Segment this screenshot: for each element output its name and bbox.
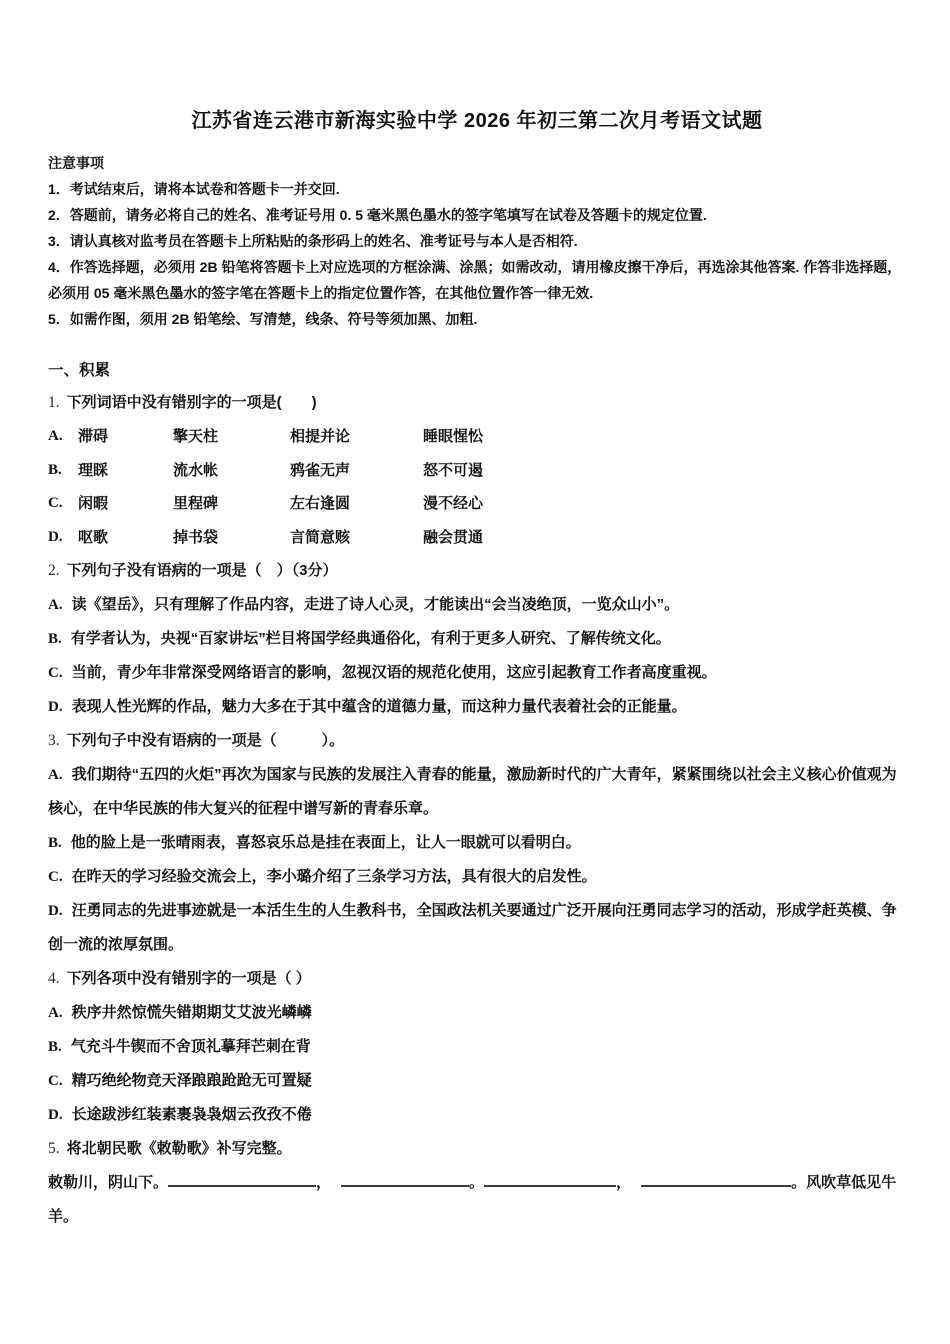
option-text: 当前，青少年非常深受网络语言的影响，忽视汉语的规范化使用，这应引起教育工作者高度重视。 [71, 664, 717, 681]
question-stem [48, 1132, 906, 1166]
question-stem-text: 下列句子没有语病的一项是（ ）（3分） [66, 562, 338, 579]
option [48, 656, 906, 690]
fill-suffix: 风吹草低见牛羊。 [48, 1174, 897, 1225]
option-text: 秩序井然惊慌失错期期艾艾波光嶙嶙 [71, 1004, 312, 1021]
option [48, 894, 906, 962]
questions-area [48, 386, 906, 1234]
option [48, 1030, 906, 1064]
option-label: C. [48, 665, 63, 681]
option [48, 1098, 906, 1132]
question-1 [48, 386, 906, 554]
option-label: C. [48, 1073, 63, 1089]
option-word: 相提并论 [290, 428, 351, 445]
option-word: 滞碍 [78, 428, 109, 445]
question-stem-text: 下列词语中没有错别字的一项是( ) [66, 394, 317, 411]
option [48, 758, 906, 826]
question-number: 4. [48, 970, 60, 987]
question-3 [48, 724, 906, 962]
option [48, 996, 906, 1030]
fill-in-line [48, 1166, 906, 1234]
option-text: 我们期待“五四的火炬”再次为国家与民族的发展注入青春的能量，激励新时代的广大青年，紧紧围绕以社会主义核心价值观为核心，在中华民族的伟大复兴的征程中谱写新的青春乐章。 [48, 766, 897, 817]
option-label: B. [48, 1039, 62, 1055]
fill-separator: ， [316, 1174, 332, 1191]
notice-item: 5．如需作图，须用 2B 铅笔绘、写清楚，线条、符号等须加黑、加粗. [48, 311, 478, 327]
notice-section [48, 150, 906, 332]
notice-item: 3．请认真核对监考员在答题卡上所粘贴的条形码上的姓名、准考证号与本人是否相符. [48, 233, 578, 249]
question-5 [48, 1132, 906, 1234]
option-word: 左右逢圆 [290, 495, 351, 512]
option-label: B. [48, 461, 62, 478]
question-number: 2. [48, 562, 60, 579]
option-label: D. [48, 1107, 63, 1123]
question-2 [48, 554, 906, 724]
answer-blank [168, 1174, 316, 1187]
document-title: 江苏省连云港市新海实验中学 2026 年初三第二次月考语文试题 [191, 110, 763, 132]
option-row [48, 521, 906, 555]
option-text: 表现人性光辉的作品，魅力大多在于其中蕴含的道德力量，而这种力量代表着社会的正能量。 [71, 698, 687, 715]
option-row [48, 487, 906, 521]
option-word: 掉书袋 [173, 528, 219, 546]
option-word: 流水帐 [173, 461, 219, 479]
option-word: 理睬 [78, 461, 109, 479]
option [48, 826, 906, 860]
option [48, 860, 906, 894]
question-stem [48, 724, 906, 758]
option-word: 闲暇 [78, 495, 109, 512]
notice-item: 2．答题前，请务必将自己的姓名、准考证号用 0. 5 毫米黑色墨水的签字笔填写在试卷及答题卡的规定位置. [48, 207, 707, 223]
option-word: 呕歌 [78, 528, 109, 546]
question-number: 3. [48, 732, 60, 749]
option-label: B. [48, 631, 62, 647]
option-label: C. [48, 869, 63, 885]
option-word: 睡眼惺忪 [423, 428, 484, 445]
question-number: 5. [48, 1140, 60, 1157]
option-word: 怒不可遏 [423, 461, 484, 479]
option-label: B. [48, 835, 62, 851]
option-row [48, 420, 906, 454]
fill-separator: 。 [791, 1174, 807, 1191]
option [48, 690, 906, 724]
option-word: 融会贯通 [423, 528, 484, 546]
option-text: 他的脸上是一张晴雨表，喜怒哀乐总是挂在表面上，让人一眼就可以看明白。 [70, 834, 581, 851]
fill-prefix: 敕勒川，阴山下。 [48, 1174, 169, 1191]
option-word: 擎天柱 [173, 428, 219, 445]
notice-item: 4．作答选择题，必须用 2B 铅笔将答题卡上对应选项的方框涂满、涂黑；如需改动，请用橡皮擦干净后，再选涂其他答案. 作答非选择题，必须用 05 毫米黑色墨水的签字笔在答题卡上的指定位置作答，在其他位置作答一律无效. [48, 259, 902, 301]
option [48, 622, 906, 656]
question-4 [48, 962, 906, 1132]
question-stem [48, 962, 906, 996]
notice-heading: 注意事项 [48, 155, 104, 171]
option-text: 有学者认为，央视“百家讲坛”栏目将国学经典通俗化，有利于更多人研究、了解传统文化。 [70, 630, 671, 647]
option-label: A. [48, 597, 63, 613]
question-stem-text: 下列各项中没有错别字的一项是（ ） [66, 970, 311, 987]
fill-separator: ， [616, 1174, 632, 1191]
option-label: D. [48, 699, 63, 715]
option [48, 588, 906, 622]
option-text: 精巧绝纶物竞天泽踉踉跄跄无可置疑 [71, 1072, 312, 1089]
option-text: 气充斗牛锲而不舍顶礼摹拜芒刺在背 [70, 1038, 311, 1055]
question-number: 1. [48, 394, 60, 411]
option-row [48, 454, 906, 488]
option-label: A. [48, 428, 63, 444]
option-text: 长途跋涉红装素裹袅袅烟云孜孜不倦 [71, 1106, 312, 1123]
fill-separator: 。 [469, 1174, 485, 1191]
section-heading: 一、积累 [48, 362, 111, 379]
option-word: 鸦雀无声 [290, 461, 351, 479]
option-word: 里程碑 [173, 495, 219, 512]
notice-item: 1．考试结束后，请将本试卷和答题卡一并交回. [48, 181, 340, 197]
question-stem [48, 386, 906, 420]
answer-blank [341, 1174, 469, 1187]
option [48, 1064, 906, 1098]
option-word: 言简意赅 [290, 528, 351, 546]
option-label: A. [48, 1005, 63, 1021]
option-label: C. [48, 495, 63, 511]
option-text: 汪勇同志的先进事迹就是一本活生生的人生教科书，全国政法机关要通过广泛开展向汪勇同志学习的活动，形成学赶英模、争创一流的浓厚氛围。 [48, 902, 897, 953]
answer-blank [641, 1174, 791, 1187]
option-text: 在昨天的学习经验交流会上，李小璐介绍了三条学习方法，具有很大的启发性。 [71, 868, 597, 885]
option-label: D. [48, 528, 63, 545]
option-label: A. [48, 767, 63, 783]
option-label: D. [48, 903, 63, 919]
question-stem [48, 554, 906, 588]
question-stem-text: 将北朝民歌《敕勒歌》补写完整。 [66, 1140, 292, 1157]
answer-blank [484, 1174, 616, 1187]
option-text: 读《望岳》，只有理解了作品内容，走进了诗人心灵，才能读出“会当凌绝顶，一览众山小”。 [71, 596, 680, 613]
question-stem-text: 下列句子中没有语病的一项是（ ）。 [66, 732, 345, 749]
option-word: 漫不经心 [423, 495, 484, 512]
